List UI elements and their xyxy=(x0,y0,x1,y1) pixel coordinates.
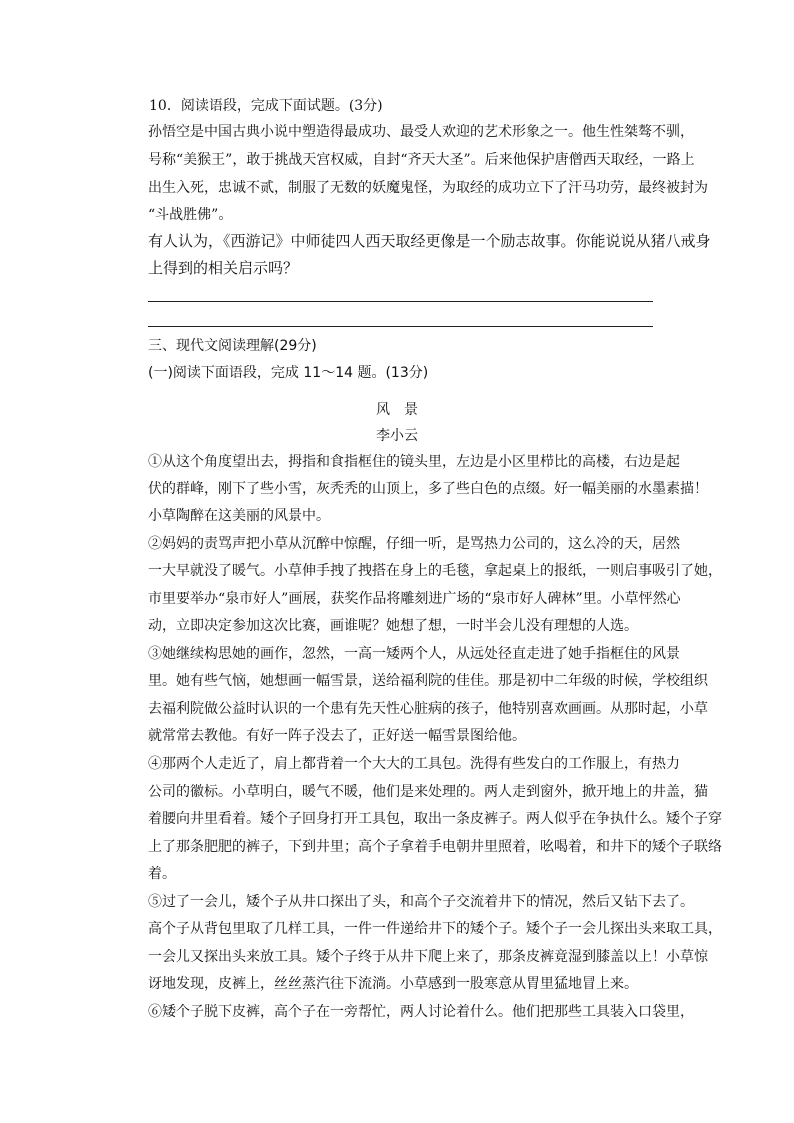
article-line: ①从这个角度望出去，拇指和食指框住的镜头里，左边是小区里栉比的高楼，右边是起 xyxy=(148,454,680,470)
question-10-title: 10．阅读语段，完成下面试题。(3分) xyxy=(149,98,383,114)
q10-passage-line: 出生入死，忠诚不贰，制服了无数的妖魔鬼怪，为取经的成功立下了汗马功劳，最终被封为 xyxy=(148,180,708,196)
article-line: 公司的徽标。小草明白，暖气不暖，他们是来处理的。两人走到窗外，掀开地上的井盖，猫 xyxy=(148,784,708,800)
article-title: 风 景 xyxy=(376,402,418,418)
article-line: 小草陶醉在这美丽的风景中。 xyxy=(148,508,330,524)
article-line: 一大早就没了暖气。小草伸手拽了拽搭在身上的毛毯，拿起桌上的报纸，一则启事吸引了她， xyxy=(148,563,722,579)
answer-line[interactable] xyxy=(148,326,653,327)
article-line: ⑤过了一会儿，矮个子从井口探出了头，和高个子交流着井下的情况，然后又钻下去了。 xyxy=(148,894,694,910)
q10-question-line: 上得到的相关启示吗？ xyxy=(148,259,299,277)
article-line: 一会儿又探出头来放工具。矮个子终于从井下爬上来了，那条皮裤竟湿到膝盖以上！小草惊 xyxy=(148,949,708,965)
q10-question-line: 有人认为，《西游记》中师徒四人西天取经更像是一个励志故事。你能说说从猪八戒身 xyxy=(148,232,711,250)
q10-passage-line: 孙悟空是中国古典小说中塑造得最成功、最受人欢迎的艺术形象之一。他生性桀骜不驯， xyxy=(148,124,694,140)
section-subtitle: (一)阅读下面语段，完成 11～14 题。(13分) xyxy=(148,365,429,381)
article-line: 动，立即决定参加这次比赛，画谁呢？她想了想，一时半会儿没有理想的人选。 xyxy=(148,618,638,634)
article-line: ④那两个人走近了，肩上都背着一个大大的工具包。洗得有些发白的工作服上，有热力 xyxy=(148,756,680,772)
article-line: 高个子从背包里取了几样工具，一件一件递给井下的矮个子。矮个子一会儿探出头来取工具， xyxy=(148,921,722,937)
article-author: 李小云 xyxy=(376,428,418,444)
article-line: 着腰向井里看着。矮个子回身打开工具包，取出一条皮裤子。两人似乎在争执什么。矮个子穿 xyxy=(148,811,722,827)
q10-passage-line: 号称“美猴王”，敢于挑战天宫权威，自封“齐天大圣”。后来他保护唐僧西天取经，一路上 xyxy=(148,152,695,168)
article-line: ⑥矮个子脱下皮裤，高个子在一旁帮忙，两人讨论着什么。他们把那些工具装入口袋里， xyxy=(148,1004,694,1020)
article-line: 讶地发现，皮裤上，丝丝蒸汽往下流淌。小草感到一股寒意从胃里猛地冒上来。 xyxy=(148,976,638,992)
article-line: 上了那条肥肥的裤子，下到井里；高个子拿着手电朝井里照着，吆喝着，和井下的矮个子联络 xyxy=(148,839,722,855)
article-line: ③她继续构思她的画作，忽然，一高一矮两个人，从远处径直走进了她手指框住的风景 xyxy=(148,646,680,662)
answer-line[interactable] xyxy=(148,301,653,302)
q10-passage-line: “斗战胜佛”。 xyxy=(148,207,233,223)
article-line: 着。 xyxy=(148,866,176,882)
article-line: 就常常去教他。有好一阵子没去了，正好送一幅雪景图给他。 xyxy=(148,728,526,744)
article-line: 去福利院做公益时认识的一个患有先天性心脏病的孩子，他特别喜欢画画。从那时起，小草 xyxy=(148,701,708,717)
article-line: 伏的群峰，刚下了些小雪，灰秃秃的山顶上，多了些白色的点缀。好一幅美丽的水墨素描！ xyxy=(148,481,708,497)
article-line: 市里要举办“泉市好人”画展，获奖作品将雕刻进广场的“泉市好人碑林”里。小草怦然心 xyxy=(148,591,681,607)
article-line: ②妈妈的责骂声把小草从沉醉中惊醒，仔细一听，是骂热力公司的，这么冷的天，居然 xyxy=(148,536,680,552)
section-title: 三、现代文阅读理解(29分) xyxy=(148,338,317,354)
article-line: 里。她有些气恼，她想画一幅雪景，送给福利院的佳佳。那是初中二年级的时候，学校组织 xyxy=(148,673,708,689)
